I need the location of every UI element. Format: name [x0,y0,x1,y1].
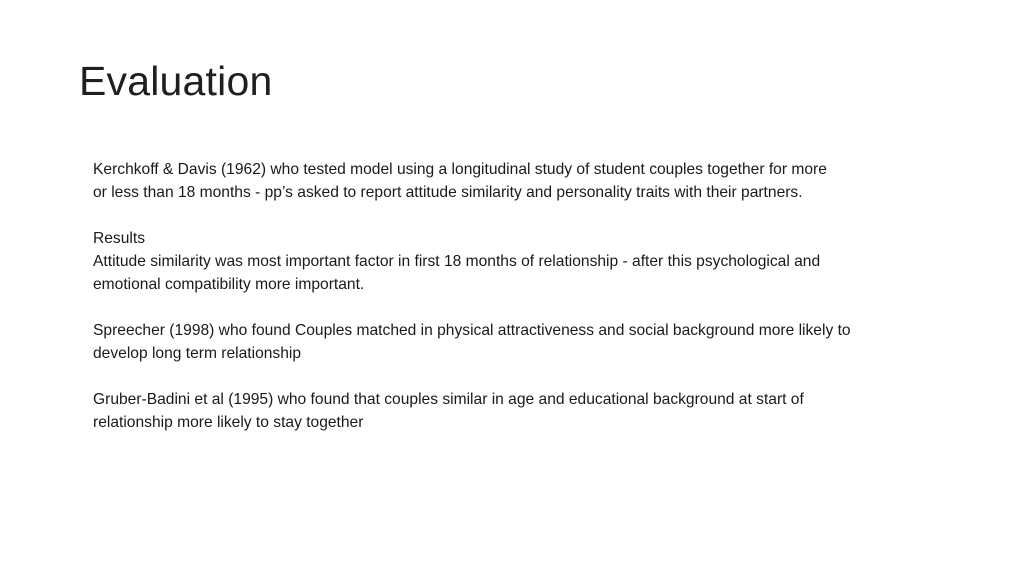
paragraph-spreecher [93,319,953,365]
paragraph-kerchkoff-davis [93,158,953,204]
body-line: or less than 18 months - pp’s asked to report attitude similarity and personality traits with their partners. [93,184,803,201]
body-line: relationship more likely to stay together [93,414,364,431]
body-line: Spreecher (1998) who found Couples matched in physical attractiveness and social background more likely to [93,322,851,339]
slide-body [93,158,953,434]
paragraph-gruber-badini [93,388,953,434]
slide-title: Evaluation [79,58,273,104]
paragraph-results [93,227,953,296]
body-line: develop long term relationship [93,345,302,362]
body-line: emotional compatibility more important. [93,276,365,293]
results-heading: Results [93,230,145,247]
body-line: Attitude similarity was most important factor in first 18 months of relationship - after this psychological and [93,253,821,270]
body-line: Kerchkoff & Davis (1962) who tested model using a longitudinal study of student couples together for more [93,161,827,178]
body-line: Gruber-Badini et al (1995) who found that couples similar in age and educational background at start of [93,391,804,408]
